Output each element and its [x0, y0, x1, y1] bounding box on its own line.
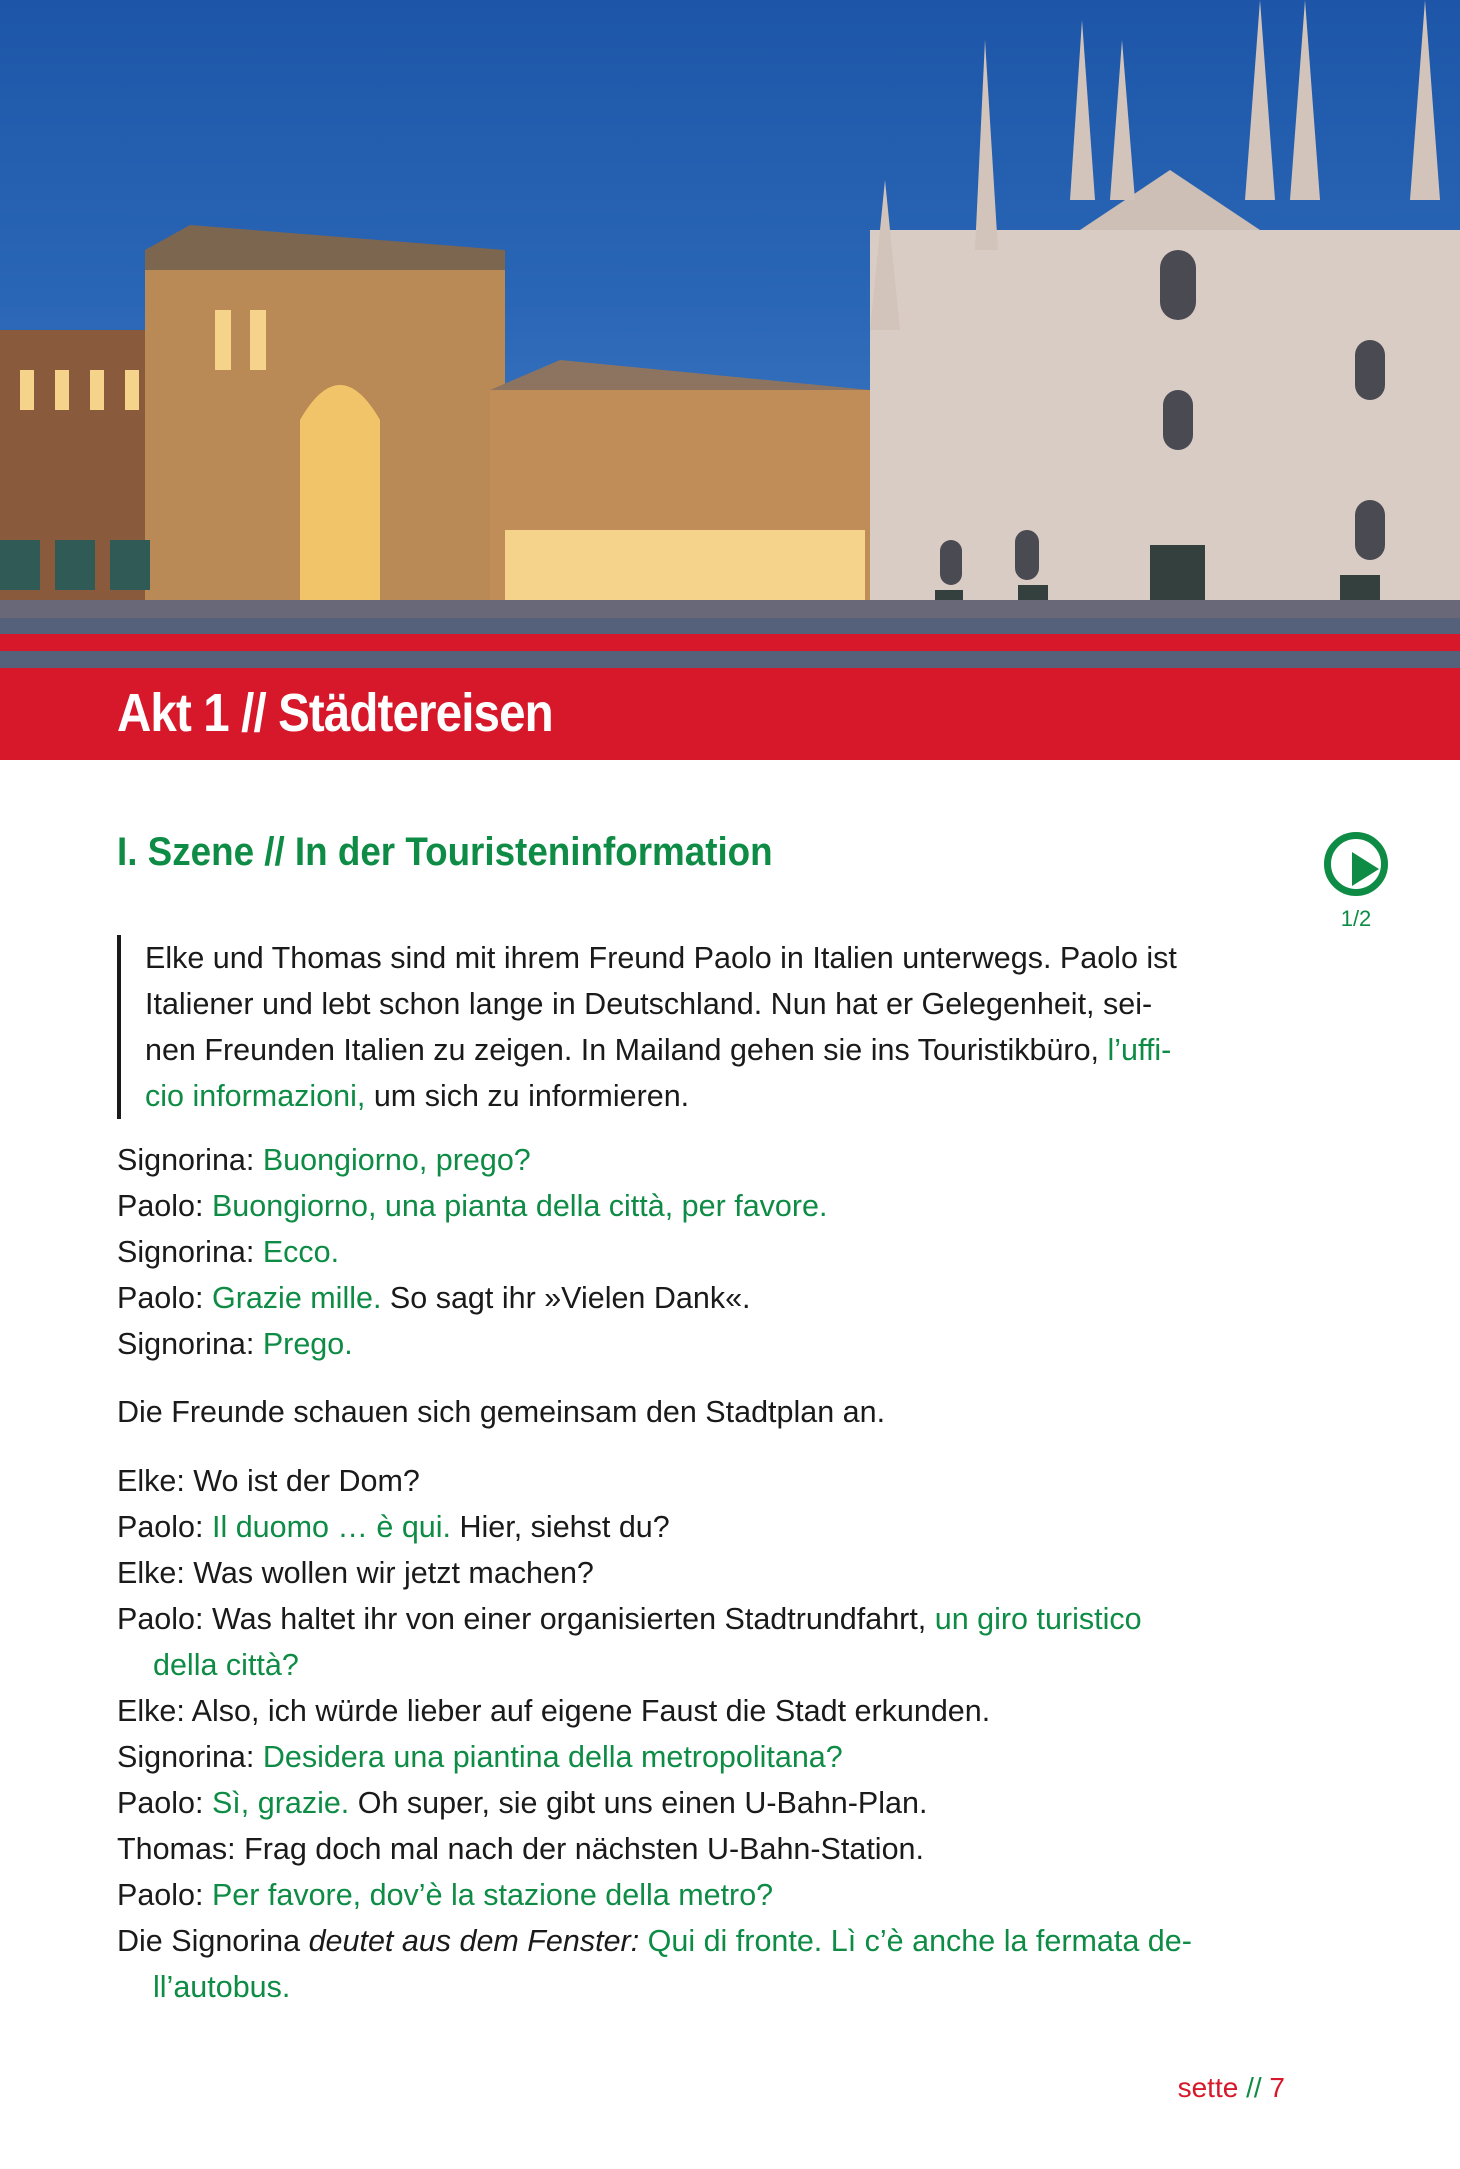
dialogue-block-1 — [117, 1137, 1297, 1367]
speaker: Signorina: — [117, 1235, 263, 1269]
speaker: Die Signorina — [117, 1924, 309, 1958]
page-number-digit: 7 — [1269, 2072, 1285, 2103]
speaker: Paolo: — [117, 1602, 212, 1636]
italian-speech: Buongiorno, una pianta della città, per favore. — [211, 1189, 828, 1223]
speaker: Signorina: — [117, 1143, 263, 1177]
italian-speech: Il duomo … è qui. — [211, 1510, 452, 1544]
dialogue-line — [117, 1734, 1297, 1780]
italian-speech: Prego. — [262, 1327, 353, 1361]
dialogue-line — [117, 1183, 1297, 1229]
speaker: Paolo: — [117, 1189, 212, 1223]
speaker: Paolo: — [117, 1878, 212, 1912]
hero-photo — [0, 0, 1460, 668]
dialogue-line — [117, 1780, 1297, 1826]
italian-speech: Grazie mille. — [211, 1281, 382, 1315]
italian-speech: ll’autobus. — [153, 1970, 291, 2004]
page-number-separator: // — [1238, 2072, 1270, 2103]
german-text: Frag doch mal nach der nächsten U-Bahn-Station. — [244, 1832, 924, 1866]
dialogue-line — [117, 1137, 1297, 1183]
speaker: Signorina: — [117, 1740, 263, 1774]
red-accent-stripe — [0, 634, 1460, 651]
italian-speech: Sì, grazie. — [211, 1786, 350, 1820]
dialogue-line — [117, 1872, 1297, 1918]
dialogue-line — [117, 1688, 1297, 1734]
speaker: Paolo: — [117, 1281, 212, 1315]
intro-paragraph — [117, 935, 1325, 1119]
speaker: Paolo: — [117, 1786, 212, 1820]
italian-speech: Desidera una piantina della metropolitana? — [262, 1740, 843, 1774]
dialogue-line — [117, 1275, 1297, 1321]
intro-text: um sich zu informieren. — [365, 1079, 690, 1113]
german-text: Wo ist der Dom? — [193, 1464, 420, 1498]
play-circle-icon[interactable] — [1324, 832, 1388, 896]
dialogue-line — [117, 1596, 1297, 1642]
dialogue-line-continuation — [117, 1964, 1297, 2010]
intro-text: Elke und Thomas sind mit ihrem Freund Paolo in Italien unterwegs. Paolo ist — [145, 941, 1177, 975]
italian-speech: Per favore, dov’è la stazione della metro? — [211, 1878, 774, 1912]
dialogue-line — [117, 1550, 1297, 1596]
speaker: Thomas: — [117, 1832, 245, 1866]
speaker: Elke: — [117, 1556, 194, 1590]
dialogue-line — [117, 1826, 1297, 1872]
italian-term: l’uffi- — [1107, 1033, 1172, 1067]
dialogue-line — [117, 1918, 1297, 1964]
page-number — [1178, 2072, 1285, 2104]
dialogue-line-continuation — [117, 1642, 1297, 1688]
narration — [117, 1389, 1297, 1435]
italian-speech: Buongiorno, prego? — [262, 1143, 531, 1177]
narration-text: Die Freunde schauen sich gemeinsam den Stadtplan an. — [117, 1395, 886, 1429]
speaker: Paolo: — [117, 1510, 212, 1544]
german-text: Also, ich würde lieber auf eigene Faust die Stadt erkunden. — [191, 1694, 991, 1728]
speaker: Elke: — [117, 1694, 192, 1728]
intro-text: Italiener und lebt schon lange in Deutschland. Nun hat er Gelegenheit, sei- — [145, 987, 1153, 1021]
italian-speech: un giro turistico — [934, 1602, 1142, 1636]
stage-direction: deutet aus dem Fenster: — [308, 1924, 640, 1958]
speaker: Signorina: — [117, 1327, 263, 1361]
italian-term: cio informazioni, — [145, 1079, 366, 1113]
chapter-title: Akt 1 // Städtereisen — [117, 683, 553, 743]
dialogue-line — [117, 1229, 1297, 1275]
milan-duomo-illustration — [0, 0, 1460, 668]
scene-title: I. Szene // In der Touristeninformation — [117, 830, 773, 874]
audio-track-number: 1/2 — [1340, 906, 1372, 931]
page-number-word: sette — [1177, 2072, 1239, 2103]
italian-speech: Ecco. — [262, 1235, 340, 1269]
dialogue-line — [117, 1321, 1297, 1367]
speaker: Elke: — [117, 1464, 194, 1498]
german-text: Hier, siehst du? — [451, 1510, 670, 1544]
german-text: So sagt ihr »Vielen Dank«. — [381, 1281, 751, 1315]
intro-text: nen Freunden Italien zu zeigen. In Mailand gehen sie ins Touristikbüro, — [145, 1033, 1108, 1067]
german-text: Oh super, sie gibt uns einen U-Bahn-Plan. — [349, 1786, 928, 1820]
german-text: Was haltet ihr von einer organisierten Stadtrundfahrt, — [211, 1602, 935, 1636]
dialogue-line — [117, 1458, 1297, 1504]
dialogue-block-2 — [117, 1458, 1297, 2010]
dialogue-line — [117, 1504, 1297, 1550]
german-text: Was wollen wir jetzt machen? — [193, 1556, 594, 1590]
italian-speech: della città? — [153, 1648, 299, 1682]
audio-track-control[interactable] — [1321, 832, 1391, 932]
chapter-banner — [0, 668, 1460, 760]
italian-speech: Qui di fronte. Lì c’è anche la fermata de- — [639, 1924, 1192, 1958]
